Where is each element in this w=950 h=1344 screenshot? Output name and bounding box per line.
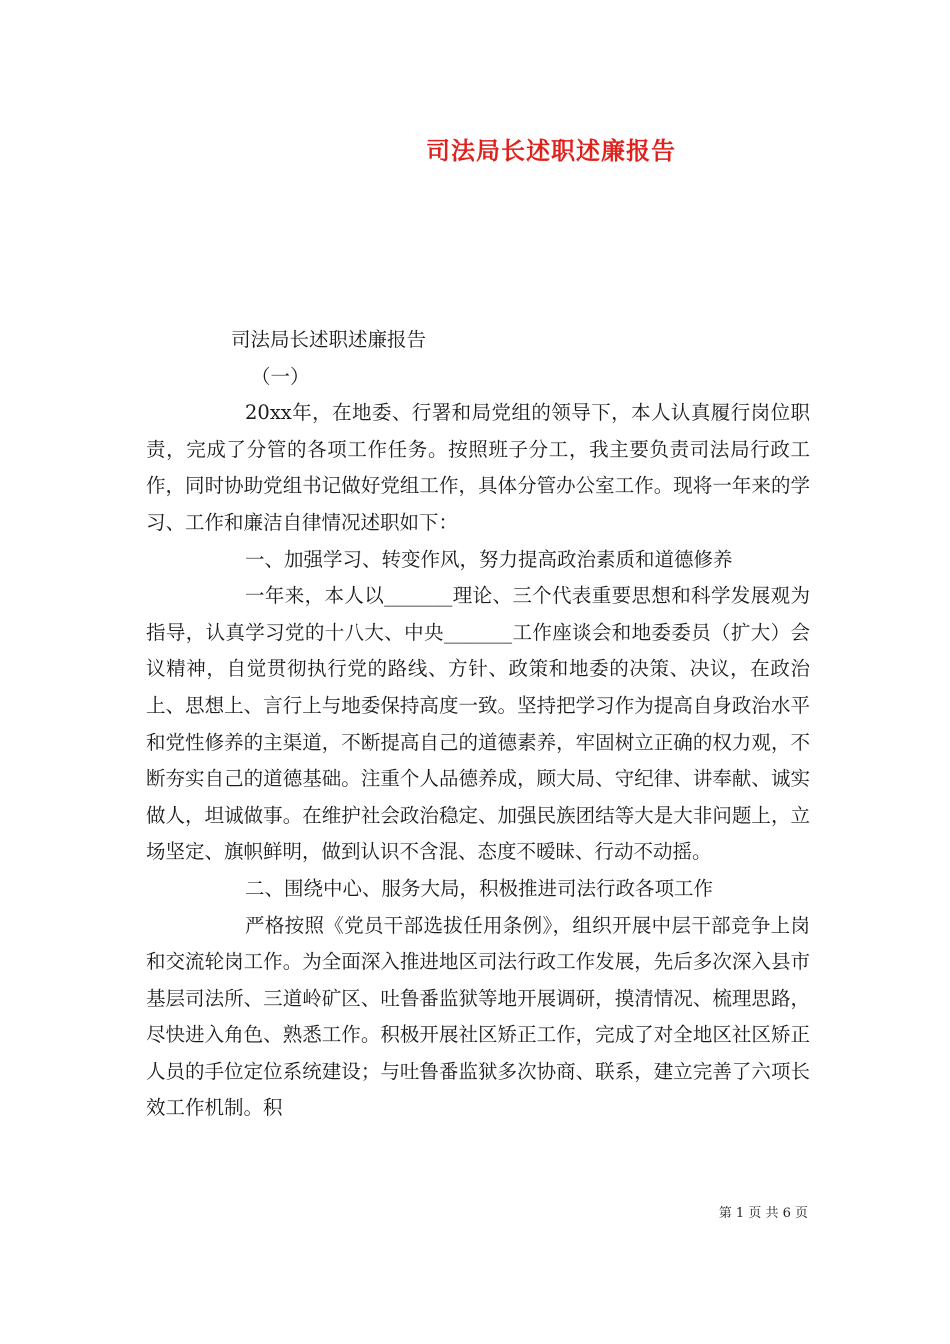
section-marker: （一） bbox=[251, 364, 310, 388]
paragraph-study: 一年来，本人以_______理论、三个代表重要思想和科学发展观为指导，认真学习党的十八大、中央_______工作座谈会和地委委员（扩大）会议精神，自觉贯彻执行党的路线、方针、政策和地委的决策、决议，在政治上、思想上、言行上与地委保持高度一致。坚持把学习作为提高自身政治水平和党性修养的主渠道，不断提高自己的道德素养，牢固树立正确的权力观，不断夯实自己的道德基础。注重个人品德养成，顾大局、守纪律、讲奉献、诚实做人，坦诚做事。在维护社会政治稳定、加强民族团结等大是大非问题上，立场坚定、旗帜鲜明，做到认识不含混、态度不暧昧、行动不动摇。 bbox=[146, 584, 810, 864]
document-subtitle: 司法局长述职述廉报告 bbox=[231, 328, 427, 351]
document-body bbox=[146, 322, 810, 1127]
section-heading-2: 二、围绕中心、服务大局，积极推进司法行政各项工作 bbox=[245, 876, 714, 900]
section-heading-1: 一、加强学习、转变作风，努力提高政治素质和道德修养 bbox=[245, 547, 733, 571]
paragraph-intro: 20xx年，在地委、行署和局党组的领导下，本人认真履行岗位职责，完成了分管的各项工作任务。按照班子分工，我主要负责司法局行政工作，同时协助党组书记做好党组工作，具体分管办公室工作。现将一年来的学习、工作和廉洁自律情况述职如下： bbox=[146, 401, 810, 534]
paragraph-work: 严格按照《党员干部选拔任用条例》，组织开展中层干部竞争上岗和交流轮岗工作。为全面深入推进地区司法行政工作发展，先后多次深入县市基层司法所、三道岭矿区、吐鲁番监狱等地开展调研，摸清情况、梳理思路，尽快进入角色、熟悉工作。积极开展社区矫正工作，完成了对全地区社区矫正人员的手位定位系统建设；与吐鲁番监狱多次协商、联系，建立完善了六项长效工作机制。积 bbox=[146, 913, 810, 1120]
document-title: 司法局长述职述廉报告 bbox=[426, 136, 676, 165]
page-number-footer: 第 1 页 共 6 页 bbox=[718, 1206, 808, 1221]
